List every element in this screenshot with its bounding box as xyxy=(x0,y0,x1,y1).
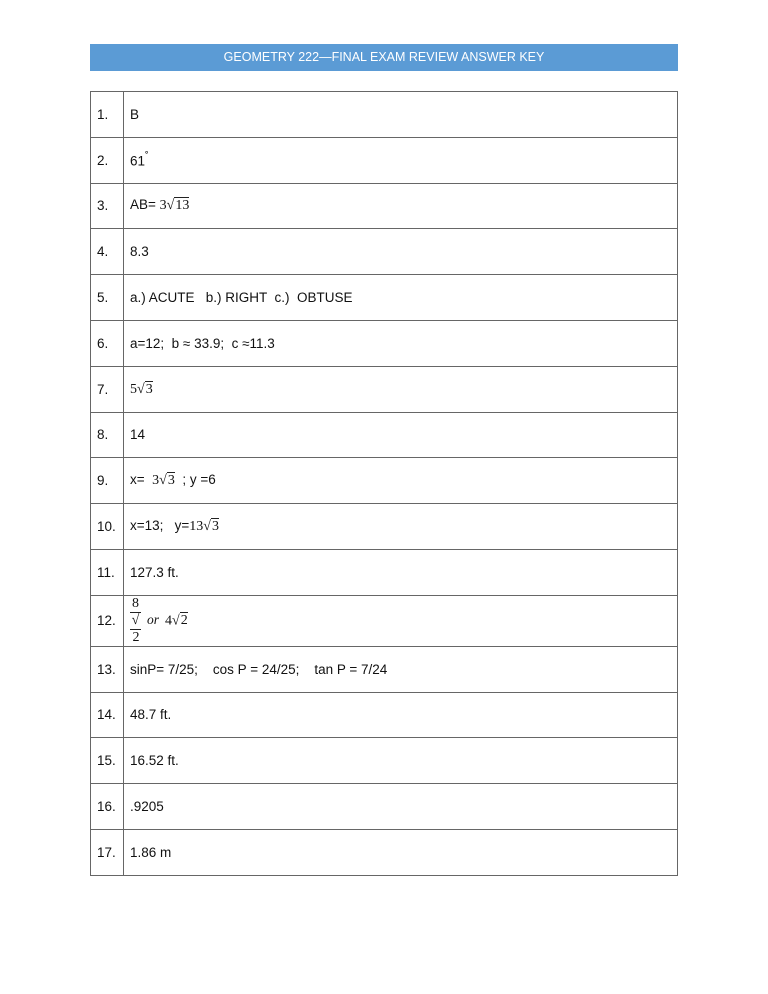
question-number: 15. xyxy=(91,738,124,784)
answer-cell xyxy=(124,549,678,595)
question-number: 4. xyxy=(91,229,124,275)
answer-cell xyxy=(124,275,678,321)
answer-text: 127.3 ft. xyxy=(130,564,179,580)
answer-cell xyxy=(124,738,678,784)
coefficient: 13 xyxy=(189,519,204,535)
answer-cell xyxy=(124,366,678,412)
radical-expression: 3√13 xyxy=(159,198,190,214)
answer-prefix: x=13; y= xyxy=(130,518,190,534)
answer-cell xyxy=(124,183,678,229)
question-number: 16. xyxy=(91,784,124,830)
question-number: 11. xyxy=(91,549,124,595)
radicand: 2 xyxy=(180,613,188,629)
fraction: 8 √ 2 xyxy=(131,595,140,645)
question-number: 5. xyxy=(91,275,124,321)
coefficient: 3 xyxy=(152,473,160,489)
answer-cell xyxy=(124,595,678,646)
answer-row xyxy=(91,784,678,830)
radical-expression: 4√2 xyxy=(165,613,188,629)
answer-text: 16.52 ft. xyxy=(130,753,179,769)
answer-cell xyxy=(124,829,678,875)
answer-row xyxy=(91,829,678,875)
answer-text: 8.3 xyxy=(130,244,149,260)
answer-prefix: x= xyxy=(130,472,153,488)
question-number: 7. xyxy=(91,366,124,412)
question-number: 14. xyxy=(91,692,124,738)
answer-cell xyxy=(124,137,678,183)
question-number: 2. xyxy=(91,137,124,183)
answer-cell xyxy=(124,504,678,550)
radicand: 3 xyxy=(167,473,175,489)
radical-expression: 5√3 xyxy=(130,381,153,397)
question-number: 12. xyxy=(91,595,124,646)
radicand: 3 xyxy=(145,381,153,397)
answer-row xyxy=(91,366,678,412)
answer-cell xyxy=(124,92,678,138)
answer-row xyxy=(91,549,678,595)
answer-row xyxy=(91,595,678,646)
answer-text: sinP= 7/25; cos P = 24/25; tan P = 7/24 xyxy=(130,661,388,677)
question-number: 10. xyxy=(91,504,124,550)
answer-table xyxy=(90,91,678,876)
answer-text: a.) ACUTE b.) RIGHT c.) OBTUSE xyxy=(130,290,353,306)
fraction-denominator-radicand: 2 xyxy=(130,629,141,646)
answer-row xyxy=(91,412,678,458)
answer-row xyxy=(91,458,678,504)
answer-row xyxy=(91,320,678,366)
radical-expression: 3√3 xyxy=(152,473,175,489)
answer-row xyxy=(91,92,678,138)
answer-text: .9205 xyxy=(130,799,164,815)
answer-suffix: ; y =6 xyxy=(174,472,216,488)
answer-row xyxy=(91,137,678,183)
page-header: GEOMETRY 222—FINAL EXAM REVIEW ANSWER KEY xyxy=(90,44,678,71)
answer-prefix: AB= xyxy=(130,197,160,213)
answer-cell xyxy=(124,412,678,458)
answer-row xyxy=(91,504,678,550)
answer-text: a=12; b ≈ 33.9; c ≈11.3 xyxy=(130,335,275,351)
question-number: 6. xyxy=(91,320,124,366)
answer-row xyxy=(91,738,678,784)
coefficient: 5 xyxy=(130,381,137,397)
radical-expression: 13√3 xyxy=(189,519,219,535)
answer-cell xyxy=(124,646,678,692)
question-number: 8. xyxy=(91,412,124,458)
radicand: 3 xyxy=(211,519,219,535)
answer-text: B xyxy=(130,106,140,122)
answer-text: 1.86 m xyxy=(130,844,172,860)
answer-row xyxy=(91,275,678,321)
answer-row xyxy=(91,692,678,738)
question-number: 9. xyxy=(91,458,124,504)
or-text: or xyxy=(147,612,160,628)
coefficient: 4 xyxy=(165,613,173,629)
answer-row xyxy=(91,229,678,275)
question-number: 17. xyxy=(91,829,124,875)
answer-cell xyxy=(124,229,678,275)
degree-symbol: ˚ xyxy=(145,151,149,164)
coefficient: 3 xyxy=(159,198,167,214)
fraction-numerator: 8 xyxy=(132,595,139,611)
question-number: 13. xyxy=(91,646,124,692)
radicand: 13 xyxy=(175,198,190,214)
answer-cell xyxy=(124,784,678,830)
answer-cell xyxy=(124,692,678,738)
question-number: 3. xyxy=(91,183,124,229)
answer-cell xyxy=(124,458,678,504)
answer-text: 61 xyxy=(130,153,146,169)
answer-row xyxy=(91,183,678,229)
answer-row xyxy=(91,646,678,692)
answer-text: 48.7 ft. xyxy=(130,707,172,723)
answer-text: 14 xyxy=(130,427,146,443)
question-number: 1. xyxy=(91,92,124,138)
answer-cell xyxy=(124,320,678,366)
